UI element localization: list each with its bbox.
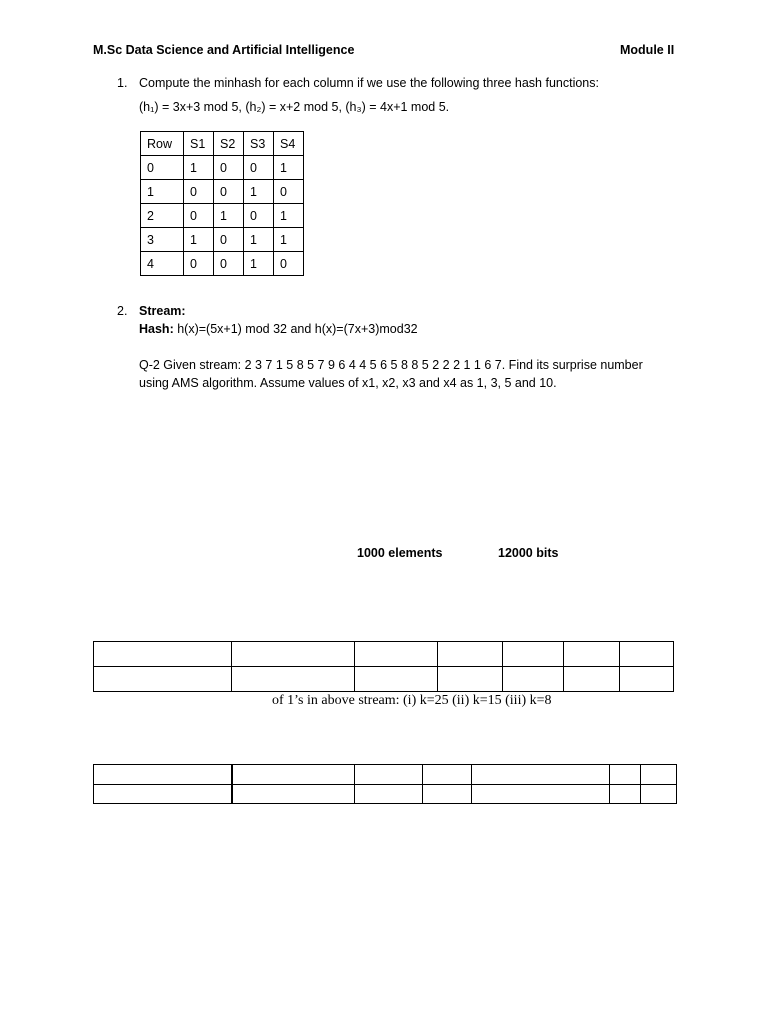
table-cell: [610, 765, 641, 785]
table-cell: 2: [141, 204, 184, 228]
table-row: [141, 180, 304, 204]
table-cell: [94, 667, 232, 692]
table-cell: 1: [244, 180, 274, 204]
table-cell: [355, 642, 438, 667]
elements-count: 1000 elements: [357, 546, 443, 560]
table-row: [141, 156, 304, 180]
table-cell: [355, 667, 438, 692]
table-row: [141, 204, 304, 228]
table-header-row: [141, 132, 304, 156]
table-row: [94, 667, 674, 692]
stream-label: Stream:: [139, 304, 186, 318]
table-cell: [620, 667, 674, 692]
table-cell: [94, 642, 232, 667]
table-cell: [355, 785, 423, 804]
table-row: [94, 765, 677, 785]
table-cell: 0: [214, 180, 244, 204]
table-cell: [503, 642, 564, 667]
table-cell: 0: [184, 252, 214, 276]
table-cell: [423, 765, 472, 785]
table-cell: [472, 785, 610, 804]
table-cell: 4: [141, 252, 184, 276]
minhash-matrix: [140, 131, 304, 276]
table-cell: 1: [141, 180, 184, 204]
hash-text: h(x)=(5x+1) mod 32 and h(x)=(7x+3)mod32: [173, 322, 418, 336]
table-row: [94, 642, 674, 667]
hash-line: [139, 322, 418, 336]
table-cell: [641, 765, 677, 785]
table-cell: [620, 642, 674, 667]
table-row: [94, 785, 677, 804]
table-cell: [232, 785, 355, 804]
header-cell: Row: [141, 132, 184, 156]
module-label: Module II: [620, 43, 675, 57]
table-cell: 3: [141, 228, 184, 252]
table-row: [141, 252, 304, 276]
table-cell: 0: [214, 228, 244, 252]
question-2-line-2: using AMS algorithm. Assume values of x1, x2, x3 and x4 as 1, 3, 5 and 10.: [139, 376, 557, 390]
question-2-number: 2.: [117, 304, 128, 318]
table-cell: [503, 667, 564, 692]
table-cell: 1: [244, 228, 274, 252]
table-cell: 0: [141, 156, 184, 180]
table-cell: 1: [274, 204, 304, 228]
table-cell: [355, 765, 423, 785]
table-cell: 0: [214, 252, 244, 276]
table-cell: [232, 642, 355, 667]
table-cell: [438, 642, 503, 667]
table-cell: [423, 785, 472, 804]
table-cell: [564, 642, 620, 667]
table-cell: [472, 765, 610, 785]
table-cell: 0: [184, 204, 214, 228]
table-cell: 0: [244, 156, 274, 180]
empty-table-1: [93, 641, 674, 692]
table-cell: [610, 785, 641, 804]
hash-label: Hash:: [139, 322, 174, 336]
header-cell: S3: [244, 132, 274, 156]
question-2-line-1: Q-2 Given stream: 2 3 7 1 5 8 5 7 9 6 4 4 5 6 5 8 8 5 2 2 2 1 1 6 7. Find its surprise number: [139, 358, 643, 372]
table-cell: [232, 667, 355, 692]
table-cell: 0: [274, 180, 304, 204]
table-cell: [94, 765, 233, 785]
bits-count: 12000 bits: [498, 546, 559, 560]
table-cell: [438, 667, 503, 692]
hash-functions: (h₁) = 3x+3 mod 5, (h₂) = x+2 mod 5, (h₃) = 4x+1 mod 5.: [139, 100, 450, 114]
table-cell: 1: [244, 252, 274, 276]
table-cell: 1: [274, 228, 304, 252]
table-cell: [232, 765, 355, 785]
table-cell: [94, 785, 233, 804]
header-cell: S2: [214, 132, 244, 156]
course-title: M.Sc Data Science and Artificial Intelligence: [93, 43, 355, 57]
table-cell: [564, 667, 620, 692]
table-cell: 0: [214, 156, 244, 180]
question-1-text: Compute the minhash for each column if we use the following three hash functions:: [139, 76, 599, 90]
stream-fragment-text: of 1’s in above stream: (i) k=25 (ii) k=15 (iii) k=8: [272, 693, 552, 708]
question-1-number: 1.: [117, 76, 128, 90]
table-cell: 1: [274, 156, 304, 180]
empty-table-2: [93, 764, 677, 804]
table-row: [141, 228, 304, 252]
table-cell: 0: [274, 252, 304, 276]
header-cell: S1: [184, 132, 214, 156]
table-cell: [641, 785, 677, 804]
table-cell: 0: [244, 204, 274, 228]
table-cell: 0: [184, 180, 214, 204]
table-cell: 1: [184, 156, 214, 180]
table-cell: 1: [184, 228, 214, 252]
header-cell: S4: [274, 132, 304, 156]
table-cell: 1: [214, 204, 244, 228]
